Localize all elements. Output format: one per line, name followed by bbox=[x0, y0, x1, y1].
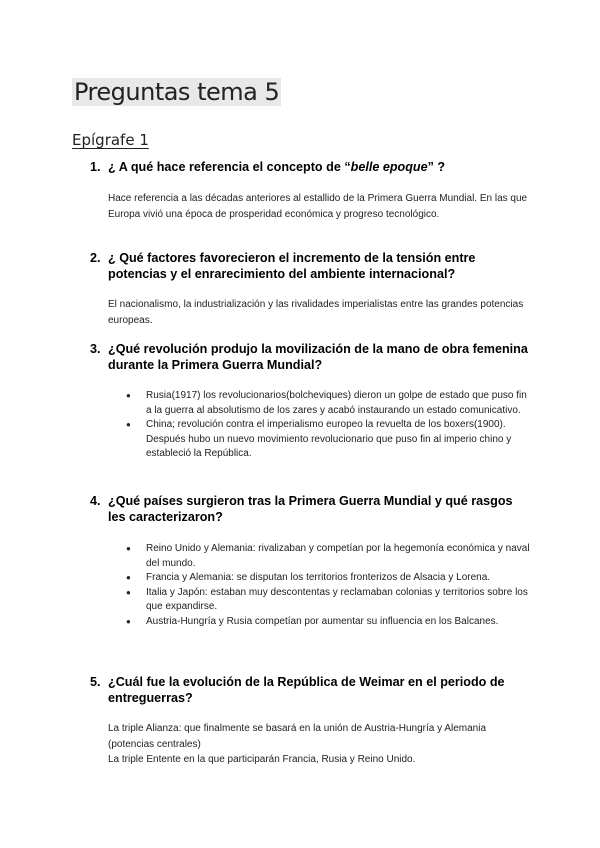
list-item: ● China; revolución contra el imperialismo europeo la revuelta de los boxers(1900). Después hubo un nuevo movimiento revolucionario que puso fin al imperio chino y estableció la República. bbox=[126, 418, 531, 462]
answer-line: La triple Alianza: que finalmente se basará en la unión de Austria-Hungría y Alemania (potencias centrales) bbox=[108, 723, 487, 750]
list-item: ● Austria-Hungría y Rusia competían por aumentar su influencia en los Balcanes. bbox=[126, 615, 531, 630]
answer-1 bbox=[108, 191, 528, 222]
italic-term: belle epoque bbox=[350, 160, 428, 174]
question-number: 3. bbox=[90, 342, 101, 356]
answer-3-list bbox=[126, 389, 531, 462]
list-item: ● Italia y Japón: estaban muy descontentas y reclamaban colonias y territorios sobre los que expandirse. bbox=[126, 586, 531, 615]
question-text: ¿Cuál fue la evolución de la República de Weimar en el periodo de entreguerras? bbox=[108, 675, 505, 705]
answer-2 bbox=[108, 297, 528, 328]
page-title: Preguntas tema 5 bbox=[74, 78, 280, 106]
list-item: ● Francia y Alemania: se disputan los territorios fronterizos de Alsacia y Lorena. bbox=[126, 571, 531, 586]
answer-line: La triple Entente en la que participarán Francia, Rusia y Reino Unido. bbox=[108, 754, 416, 765]
question-number: 4. bbox=[90, 494, 101, 508]
question-3 bbox=[90, 341, 530, 373]
answer-5 bbox=[108, 721, 528, 768]
question-text: ¿ A qué hace referencia el concepto de “belle epoque” ? bbox=[108, 160, 446, 174]
answer-4-list bbox=[126, 542, 531, 629]
question-1 bbox=[90, 159, 530, 175]
question-text: ¿Qué países surgieron tras la Primera Guerra Mundial y qué rasgos les caracterizaron? bbox=[108, 494, 513, 524]
list-item: ● Reino Unido y Alemania: rivalizaban y competían por la hegemonía económica y naval del mundo. bbox=[126, 542, 531, 571]
question-text: ¿Qué revolución produjo la movilización de la mano de obra femenina durante la Primera Guerra Mundial? bbox=[108, 342, 528, 372]
question-text: ¿ Qué factores favorecieron el incremento de la tensión entre potencias y el enrarecimiento del ambiente internacional? bbox=[108, 251, 476, 281]
answer-text: El nacionalismo, la industrialización y las rivalidades imperialistas entre las grandes potencias europeas. bbox=[108, 299, 524, 326]
question-number: 5. bbox=[90, 675, 101, 689]
answer-text: Hace referencia a las décadas anteriores al estallido de la Primera Guerra Mundial. En las que Europa vivió una época de prosperidad económica y progreso tecnológico. bbox=[108, 193, 528, 220]
question-4 bbox=[90, 493, 530, 525]
section-heading: Epígrafe 1 bbox=[72, 131, 149, 149]
question-2 bbox=[90, 250, 530, 282]
question-5 bbox=[90, 674, 530, 706]
list-item: ● Rusia(1917) los revolucionarios(bolcheviques) dieron un golpe de estado que puso fin a la guerra al absolutismo de los zares y acabó instaurando un estado comunicativo. bbox=[126, 389, 531, 418]
question-number: 1. bbox=[90, 160, 101, 174]
question-number: 2. bbox=[90, 251, 101, 265]
